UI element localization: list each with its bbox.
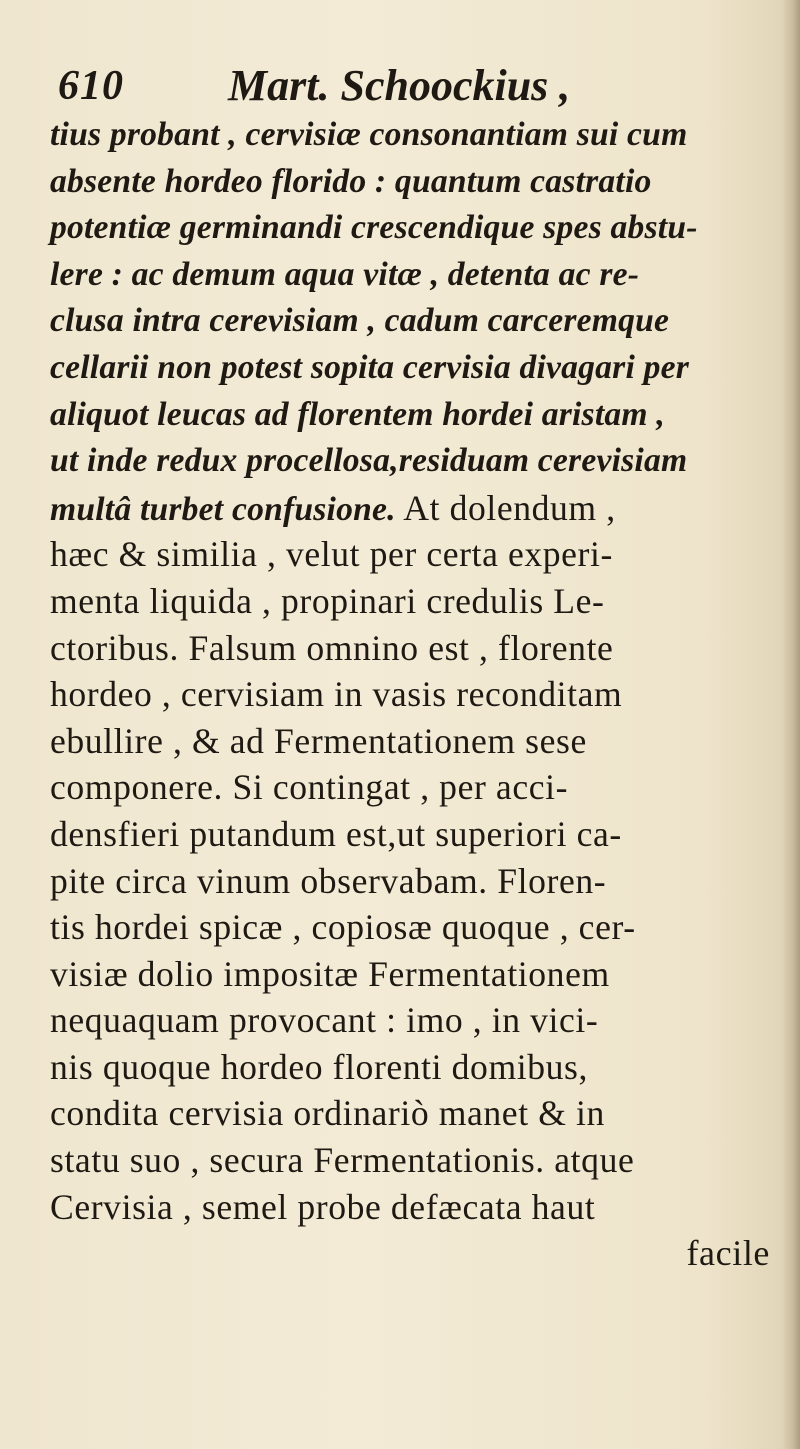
body-text bbox=[50, 112, 788, 1277]
text-line: condita cervisia ordinariò manet & in bbox=[50, 1093, 605, 1134]
text-line: ctoribus. Falsum omnino est , florente bbox=[50, 627, 614, 668]
text-line: componere. Si contingat , per acci- bbox=[50, 767, 569, 808]
text-line: densfieri putandum est,ut superiori ca- bbox=[50, 813, 622, 854]
italic-segment: multâ turbet confusione. bbox=[50, 490, 396, 528]
text-line: lere : ac demum aqua vitæ , detenta ac re- bbox=[50, 255, 640, 293]
text-line: clusa intra cerevisiam , cadum carceremque bbox=[50, 302, 670, 340]
page-header bbox=[58, 62, 738, 112]
text-line: hæc & similia , velut per certa experi- bbox=[50, 534, 613, 575]
text-line: hordeo , cervisiam in vasis reconditam bbox=[50, 674, 623, 715]
page-number: 610 bbox=[58, 63, 124, 109]
text-line: statu suo , secura Fermentationis. atque bbox=[50, 1140, 635, 1181]
text-line: absente hordeo florido : quantum castratio bbox=[50, 162, 652, 200]
text-line-mixed bbox=[50, 485, 780, 532]
text-line: nis quoque hordeo florenti domibus, bbox=[50, 1046, 588, 1087]
text-line: nequaquam provocant : imo , in vici- bbox=[50, 1000, 599, 1041]
text-line: potentiæ germinandi crescendique spes abstu- bbox=[50, 209, 698, 247]
roman-segment: At dolendum , bbox=[395, 487, 616, 528]
text-line: visiæ dolio impositæ Fermentationem bbox=[50, 953, 610, 994]
text-line: cellarii non potest sopita cervisia divagari per bbox=[50, 348, 690, 386]
text-line: ebullire , & ad Fermentationem sese bbox=[50, 720, 587, 761]
text-line: tis hordei spicæ , copiosæ quoque , cer- bbox=[50, 907, 636, 948]
text-line: pite circa vinum observabam. Floren- bbox=[50, 860, 607, 901]
text-line: aliquot leucas ad florentem hordei aristam , bbox=[50, 395, 665, 433]
catchword: facile bbox=[686, 1233, 770, 1274]
running-head: Mart. Schoockius , bbox=[228, 61, 571, 110]
text-line: ut inde redux procellosa,residuam cerevisiam bbox=[50, 442, 688, 480]
text-line: Cervisia , semel probe defæcata haut bbox=[50, 1186, 596, 1227]
text-line: tius probant , cervisiæ consonantiam sui cum bbox=[50, 116, 688, 153]
text-line: menta liquida , propinari credulis Le- bbox=[50, 580, 605, 621]
